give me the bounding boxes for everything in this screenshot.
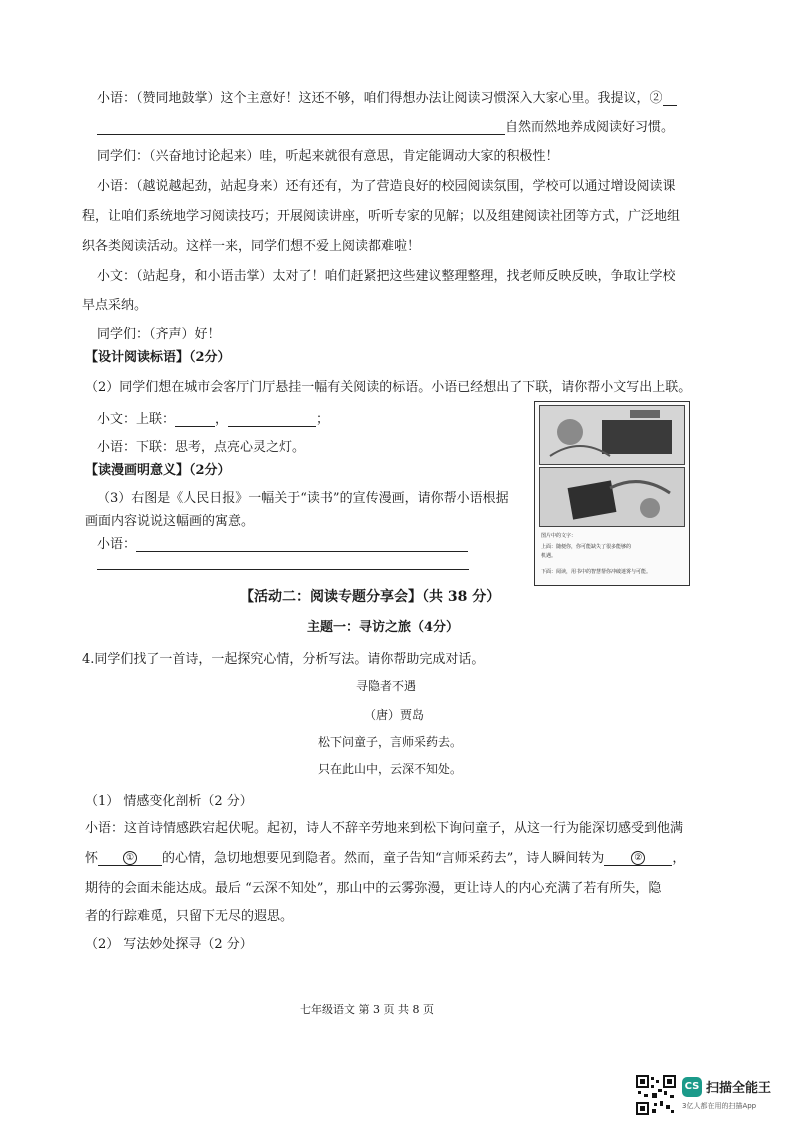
poem-line: 只在此山中，云深不知处。 — [318, 762, 463, 776]
question-text: 画面内容说说这幅画的寓意。 — [85, 514, 255, 529]
section-heading: 【设计阅读标语】（2分） — [85, 350, 231, 365]
comic-caption: 机遇。 — [541, 553, 557, 559]
dialogue-line: 织各类阅读活动。这样一来，同学们想不爱上阅读都难啦！ — [82, 239, 421, 254]
comic-caption-title: 图片中的文字： — [541, 533, 577, 539]
brand-name: 扫描全能王 — [706, 1081, 772, 1096]
comic-drawing-icon — [540, 406, 684, 464]
dialogue-line: 小语：（赞同地鼓掌）这个主意好！这还不够，咱们得想办法让阅读习惯深入大家心里。我提议，② — [97, 87, 677, 106]
answer-blank[interactable] — [663, 105, 677, 106]
answer-text: 小语：这首诗情感跌宕起伏呢。起初，诗人不辞辛劳地来到松下询问童子，从这一行为能深切感受到他满 — [85, 821, 684, 836]
comic-illustration — [534, 401, 690, 586]
answer-blank[interactable] — [97, 134, 505, 135]
answer-blank[interactable] — [97, 555, 469, 570]
question-text: 4.同学们找了一首诗，一起探究心情，分析写法。请你帮助完成对话。 — [82, 652, 485, 667]
answer-blank[interactable] — [175, 426, 215, 427]
answer-row — [97, 555, 469, 570]
answer-row: 小语： — [97, 533, 468, 552]
sub-question: （2） 写法妙处探寻（2 分） — [85, 937, 253, 952]
slogan-upper-line: 小文：上联： ， ； — [97, 412, 330, 427]
theme-heading: 主题一：寻访之旅（4分） — [307, 620, 460, 635]
answer-blank[interactable] — [228, 426, 316, 427]
camscanner-logo-icon: CS — [682, 1077, 702, 1097]
slogan-lower-line: 小语：下联：思考，点亮心灵之灯。 — [97, 440, 306, 455]
section-heading: 【读漫画明意义】（2分） — [85, 463, 231, 478]
answer-text: 者的行踪难觅，只留下无尽的遐思。 — [85, 909, 294, 924]
poem-title: 寻隐者不遇 — [356, 679, 417, 693]
dialogue-line: 早点采纳。 — [82, 298, 148, 313]
answer-blank[interactable] — [136, 551, 468, 552]
dialogue-line: 小文：（站起身，和小语击掌）太对了！咱们赶紧把这些建议整理整理，找老师反映反映，争取让学校 — [97, 269, 676, 284]
dialogue-line: 同学们：（齐声）好！ — [97, 327, 221, 342]
comic-caption: 上面：随便你，你可能缺失了很多能够的 — [541, 544, 632, 550]
brand-tagline: 3亿人都在用的扫描App — [682, 1102, 757, 1110]
page-number: 七年级语文 第 3 页 共 8 页 — [300, 1003, 434, 1016]
answer-text: 期待的会面未能达成。最后 “云深不知处”，那山中的云雾弥漫，更让诗人的内心充满了若有所失，隐 — [85, 881, 662, 896]
dialogue-line: 程，让咱们系统地学习阅读技巧；开展阅读讲座，听听专家的见解；以及组建阅读社团等方式，广泛地组 — [82, 209, 681, 224]
comic-drawing-icon — [540, 468, 684, 526]
comic-caption: 下面：阅读，用书中的智慧帮你冲破迷雾与可能。 — [541, 569, 652, 575]
scanner-watermark — [636, 1075, 786, 1117]
question-text: （2）同学们想在城市会客厅门厅悬挂一幅有关阅读的标语。小语已经想出了下联，请你帮小文写出上联。 — [85, 380, 692, 395]
comic-panel-top — [539, 405, 685, 465]
answer-blank-1[interactable]: ① — [98, 849, 162, 866]
comic-panel-bottom — [539, 467, 685, 527]
answer-blank-2[interactable]: ② — [604, 849, 672, 866]
activity-title: 【活动二：阅读专题分享会】（共 38 分） — [240, 589, 501, 605]
poem-line: 松下问童子，言师采药去。 — [318, 735, 463, 749]
sub-question: （1） 情感变化剖析（2 分） — [85, 794, 253, 809]
question-text: （3）右图是《人民日报》一幅关于“读书”的宣传漫画，请你帮小语根据 — [97, 491, 509, 506]
answer-text: 怀 ① 的心情，急切地想要见到隐者。然而，童子告知“言师采药去”，诗人瞬间转为 ② ， — [85, 851, 686, 866]
dialogue-line: 小语：（越说越起劲，站起身来）还有还有，为了营造良好的校园阅读氛围，学校可以通过增设阅读课 — [97, 179, 676, 194]
dialogue-line: 同学们：（兴奋地讨论起来）哇，听起来就很有意思，肯定能调动大家的积极性！ — [97, 149, 559, 164]
poem-author: （唐）贾岛 — [364, 708, 425, 722]
qr-code-icon — [636, 1075, 676, 1115]
dialogue-line: 自然而然地养成阅读好习惯。 — [97, 116, 674, 135]
